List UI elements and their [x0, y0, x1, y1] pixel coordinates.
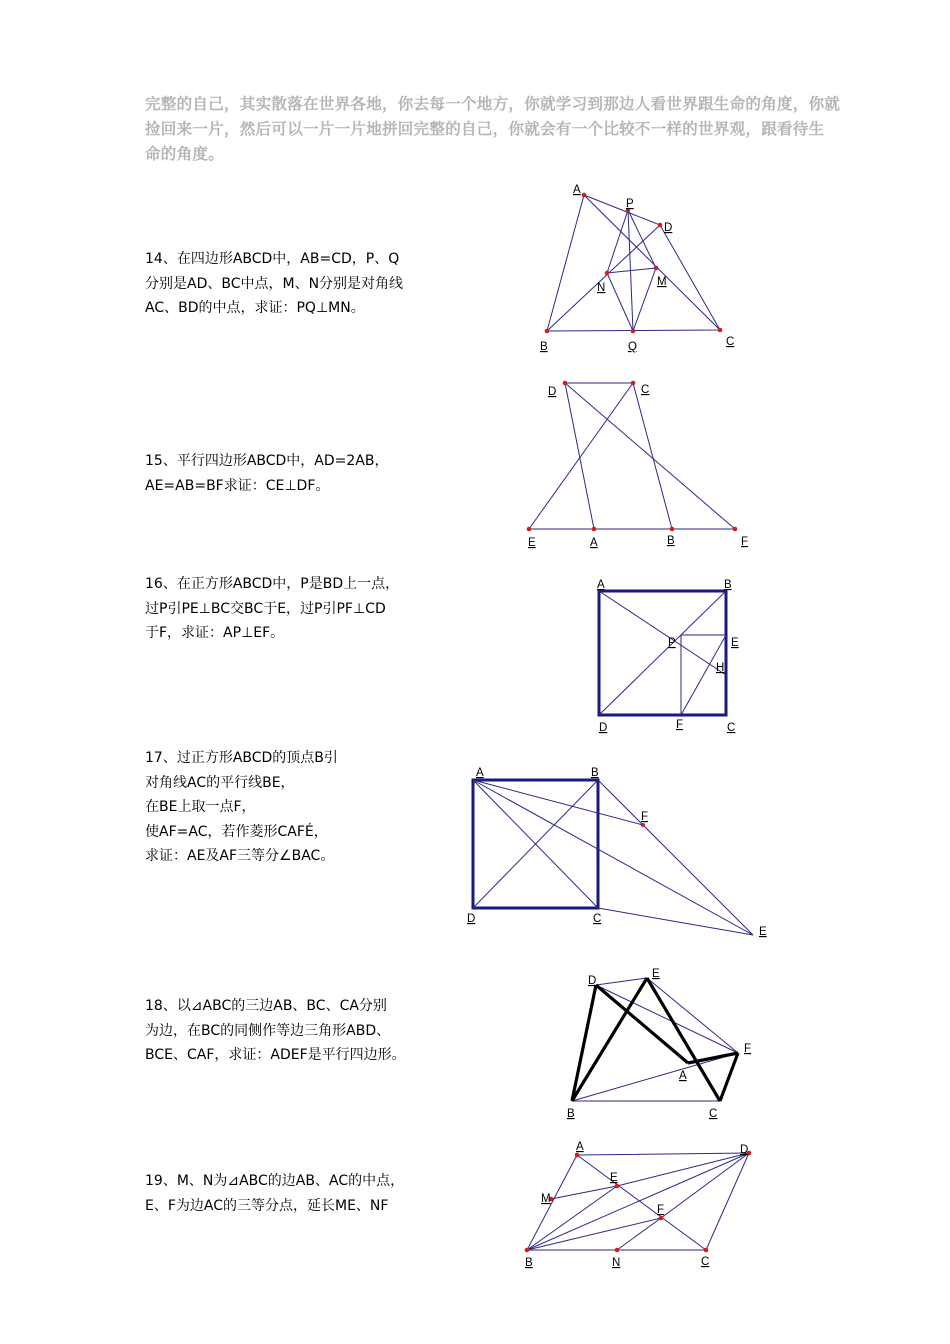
- problem-line: 分别是AD、BC中点，M、N分别是对角线: [145, 275, 404, 292]
- problem-line: 对角线AC的平行线BE，: [145, 774, 295, 791]
- point-label: E: [610, 1172, 618, 1184]
- point-label: B: [667, 535, 675, 547]
- point-label: B: [567, 1108, 575, 1120]
- figure-14: [520, 175, 750, 360]
- point-label: D: [548, 386, 557, 398]
- problem-line: AC、BD的中点，求证：PQ⊥MN。: [145, 300, 365, 316]
- point-label: N: [597, 282, 606, 294]
- intro-line-2: 捡回来一片，然后可以一片一片地拼回完整的自己，你就会有一个比较不一样的世界观，跟看待生: [145, 120, 825, 138]
- intro-quote: [145, 92, 865, 167]
- point-label: A: [573, 184, 581, 196]
- point-label: M: [541, 1193, 551, 1205]
- point-label: D: [740, 1144, 749, 1156]
- point-label: E: [759, 926, 767, 938]
- point-label: E: [528, 537, 536, 549]
- problem-15: [145, 449, 455, 498]
- point-label: C: [727, 722, 736, 734]
- point-label: M: [657, 276, 667, 288]
- point-label: N: [612, 1257, 621, 1269]
- problem-line: 14、在四边形ABCD中，AB=CD，P、Q: [145, 251, 400, 267]
- figure-15: [520, 375, 760, 555]
- problem-14: [145, 247, 455, 321]
- point-label: A: [576, 1141, 584, 1153]
- problem-line: 过P引PE⊥BC交BC于E，过P引PF⊥CD: [145, 600, 386, 617]
- problem-17: [145, 746, 455, 869]
- point-label: F: [657, 1204, 665, 1216]
- figure-19: [515, 1136, 760, 1276]
- point-label: D: [599, 722, 608, 734]
- point-label: F: [744, 1043, 752, 1055]
- point-label: F: [641, 811, 649, 823]
- point-label: E: [652, 968, 660, 980]
- point-label: B: [591, 767, 599, 779]
- point-label: D: [588, 975, 597, 987]
- problem-19: [145, 1169, 455, 1218]
- problem-line: 18、以⊿ABC的三边AB、BC、CA分别: [145, 998, 387, 1014]
- problem-line: AE=AB=BF求证：CE⊥DF。: [145, 477, 330, 494]
- problem-line: 求证：AE及AF三等分∠BAC。: [145, 848, 335, 864]
- point-label: A: [597, 579, 605, 591]
- problem-line: 在BE上取一点F，: [145, 799, 256, 815]
- figure-17: [460, 762, 770, 942]
- point-label: C: [701, 1256, 710, 1268]
- point-label: F: [741, 536, 749, 548]
- point-label: P: [668, 637, 676, 649]
- point-label: B: [724, 579, 732, 591]
- point-label: P: [626, 198, 634, 210]
- point-label: C: [593, 913, 602, 925]
- point-label: A: [679, 1070, 687, 1082]
- figure-16: [590, 575, 750, 735]
- problem-line: 15、平行四边形ABCD中，AD=2AB，: [145, 453, 389, 469]
- problem-line: 17、过正方形ABCD的顶点B引: [145, 750, 338, 766]
- point-label: E: [731, 637, 739, 649]
- problem-18: [145, 994, 455, 1068]
- point-label: B: [525, 1257, 533, 1269]
- intro-line-3: 命的角度。: [145, 145, 225, 163]
- problem-line: 于F，求证：AP⊥EF。: [145, 625, 285, 641]
- problem-line: 使AF=AC，若作菱形CAFÉ，: [145, 823, 328, 840]
- intro-line-1: 完整的自己，其实散落在世界各地，你去每一个地方，你就学习到那边人看世界跟生命的角度，你就: [145, 95, 841, 113]
- point-label: C: [709, 1108, 718, 1120]
- point-label: A: [590, 537, 598, 549]
- problem-line: 为边，在BC的同侧作等边三角形ABD、: [145, 1022, 391, 1039]
- problem-line: 16、在正方形ABCD中，P是BD上一点，: [145, 576, 400, 592]
- point-label: D: [467, 913, 476, 925]
- point-label: F: [676, 719, 684, 731]
- point-label: A: [476, 767, 484, 779]
- figure-18: [560, 962, 760, 1122]
- problem-16: [145, 572, 455, 646]
- point-label: C: [726, 336, 735, 348]
- problem-line: BCE、CAF，求证：ADEF是平行四边形。: [145, 1047, 406, 1063]
- point-label: B: [540, 341, 548, 353]
- point-label: Q: [628, 341, 637, 353]
- problem-line: 19、M、N为⊿ABC的边AB、AC的中点，: [145, 1173, 405, 1189]
- point-label: C: [641, 384, 650, 396]
- point-label: D: [664, 222, 673, 234]
- point-label: H: [716, 662, 725, 674]
- problem-line: E、F为边AC的三等分点，延长ME、NF: [145, 1197, 389, 1214]
